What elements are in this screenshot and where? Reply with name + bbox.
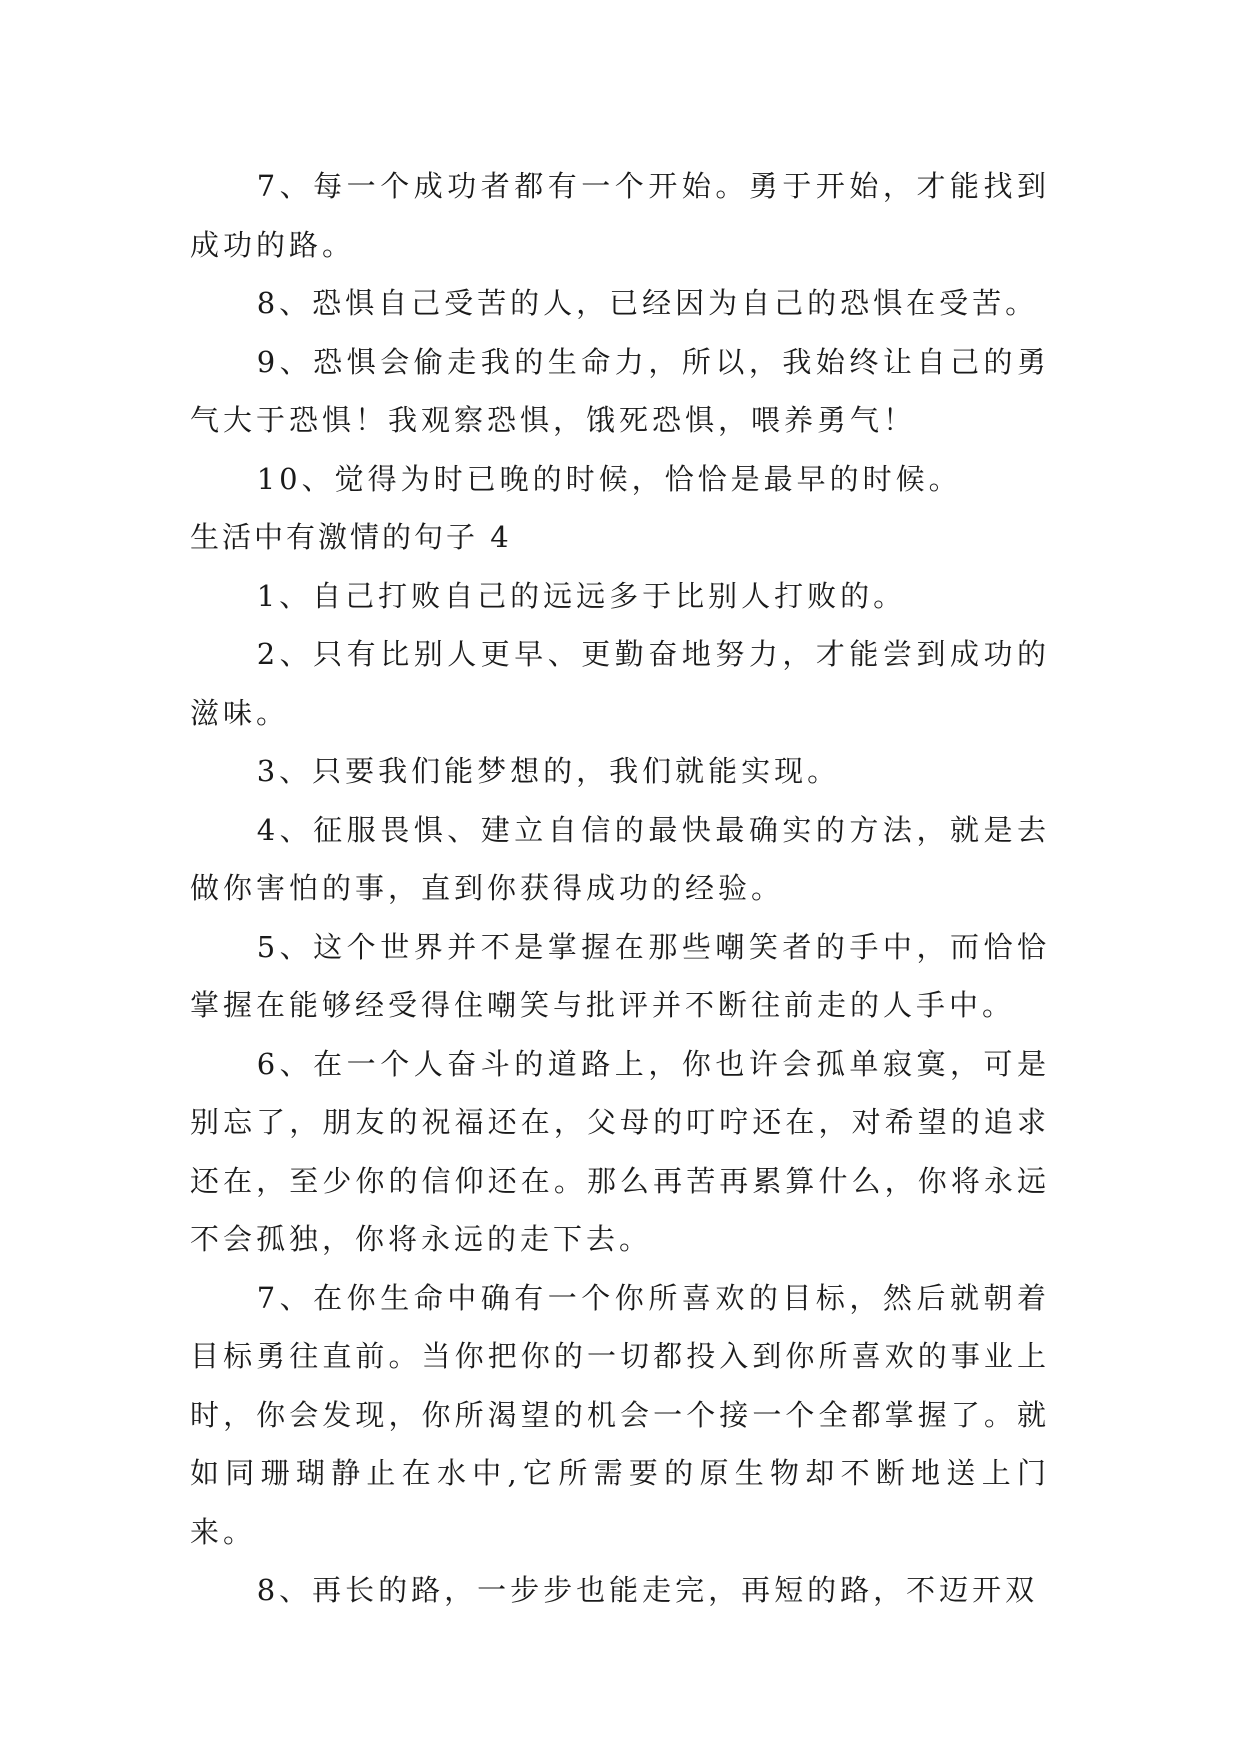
paragraph: 7、每一个成功者都有一个开始。勇于开始，才能找到成功的路。 — [190, 169, 1050, 262]
paragraph: 8、再长的路，一步步也能走完，再短的路，不迈开双 — [256, 1573, 1039, 1607]
paragraph: 3、只要我们能梦想的，我们就能实现。 — [256, 754, 841, 788]
paragraph: 1、自己打败自己的远远多于比别人打败的。 — [256, 578, 907, 613]
paragraph: 10、觉得为时已晚的时候，恰恰是最早的时候。 — [256, 461, 962, 496]
paragraph: 9、恐惧会偷走我的生命力，所以，我始终让自己的勇气大于恐惧！我观察恐惧，饿死恐惧，喂养勇气！ — [190, 344, 1050, 437]
paragraph: 6、在一个人奋斗的道路上，你也许会孤单寂寞，可是别忘了，朋友的祝福还在，父母的叮咛还在，对希望的追求还在，至少你的信仰还在。那么再苦再累算什么，你将永远不会孤独，你将永远的走下去。 — [190, 1046, 1050, 1256]
paragraph: 8、恐惧自己受苦的人，已经因为自己的恐惧在受苦。 — [256, 286, 1039, 320]
paragraph: 2、只有比别人更早、更勤奋地努力，才能尝到成功的滋味。 — [190, 637, 1050, 730]
paragraph: 7、在你生命中确有一个你所喜欢的目标，然后就朝着目标勇往直前。当你把你的一切都投入到你所喜欢的事业上时，你会发现，你所渴望的机会一个接一个全都掌握了。就如同珊瑚静止在水中,它所需要的原生物却不断地送上门来。 — [190, 1280, 1050, 1549]
paragraph: 4、征服畏惧、建立自信的最快最确实的方法，就是去做你害怕的事，直到你获得成功的经验。 — [190, 812, 1050, 905]
section-heading: 生活中有激情的句子 4 — [190, 520, 512, 554]
document-body — [190, 157, 1050, 1620]
paragraph: 5、这个世界并不是掌握在那些嘲笑者的手中，而恰恰掌握在能够经受得住嘲笑与批评并不断往前走的人手中。 — [190, 929, 1050, 1022]
